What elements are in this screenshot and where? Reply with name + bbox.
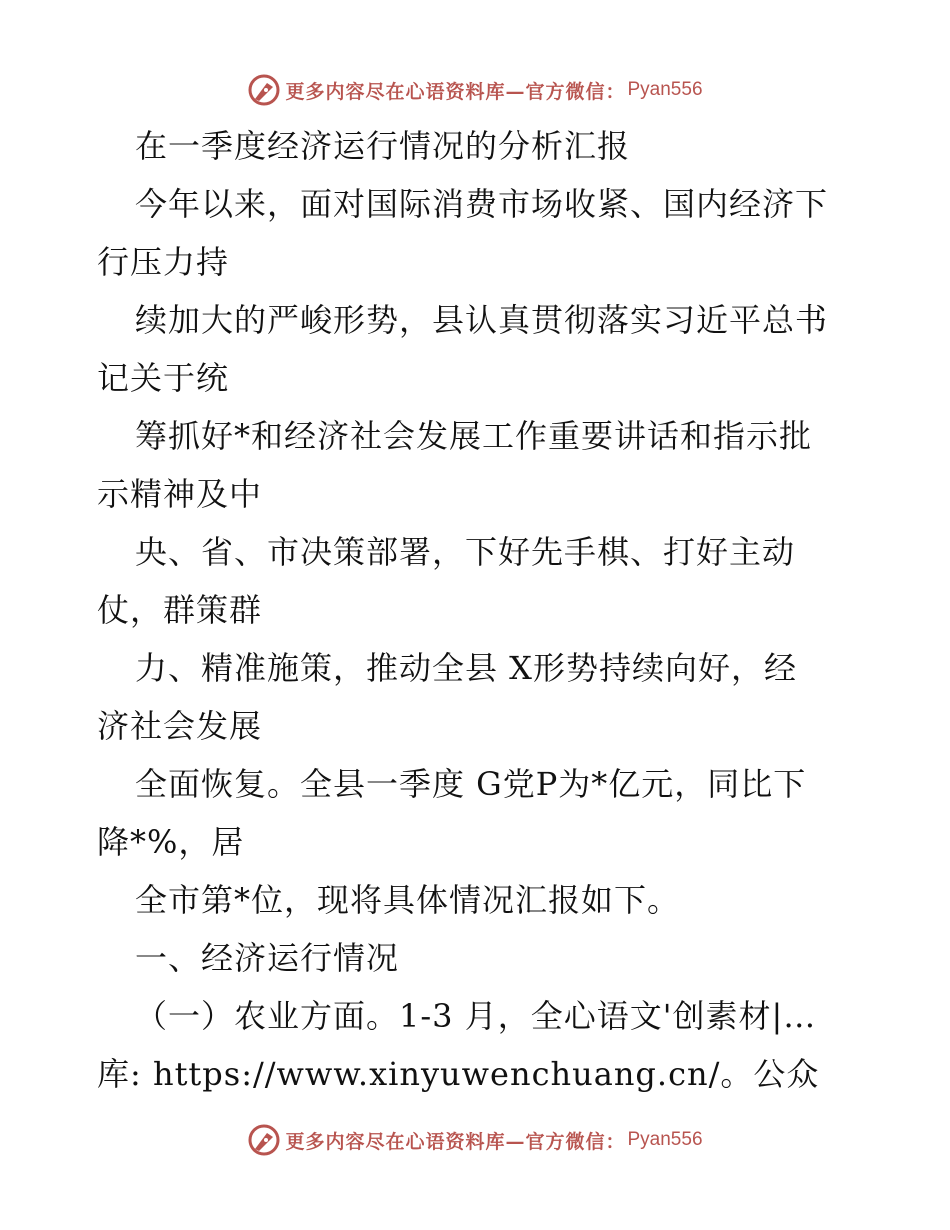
pen-nib-logo-icon: [247, 1123, 281, 1157]
text-line: 降*%，居: [97, 823, 245, 861]
bottom-watermark-banner: [0, 1120, 950, 1160]
text-line: 全面恢复。全县一季度 G党P为*亿元，同比下: [135, 765, 807, 803]
text-line: 力、精准施策，推动全县 X形势持续向好，经: [135, 649, 797, 687]
watermark-text: 更多内容尽在心语资料库—官方微信：: [285, 1130, 626, 1153]
text-line: 记关于统: [97, 359, 230, 397]
text-line: 库: https://www.xinyuwenchuang.cn/。公众: [97, 1055, 820, 1093]
text-line: 今年以来，面对国际消费市场收紧、国内经济下: [135, 185, 829, 223]
text-line: 央、省、市决策部署，下好先手棋、打好主动: [135, 533, 796, 571]
text-line: 在一季度经济运行情况的分析汇报: [135, 127, 631, 165]
watermark-text: 更多内容尽在心语资料库—官方微信：: [285, 80, 626, 103]
text-line: （一）农业方面。1-3 月，全心语文'创素材|…: [135, 997, 817, 1035]
text-line: 续加大的严峻形势，县认真贯彻落实习近平总书: [135, 301, 829, 339]
pen-nib-logo-icon: [247, 73, 281, 107]
watermark-wechat-id: Pyan556: [627, 1129, 703, 1150]
text-line: 全市第*位，现将具体情况汇报如下。: [135, 881, 681, 919]
text-line: 济社会发展: [97, 707, 263, 745]
text-line: 一、经济运行情况: [135, 939, 400, 977]
top-watermark-banner: [0, 70, 950, 110]
document-body: [97, 117, 857, 1103]
watermark-wechat-id: Pyan556: [627, 79, 703, 100]
text-line: 示精神及中: [97, 475, 263, 513]
text-line: 筹抓好*和经济社会发展工作重要讲话和指示批: [135, 417, 813, 455]
text-line: 仗，群策群: [97, 591, 263, 629]
text-line: 行压力持: [97, 243, 230, 281]
